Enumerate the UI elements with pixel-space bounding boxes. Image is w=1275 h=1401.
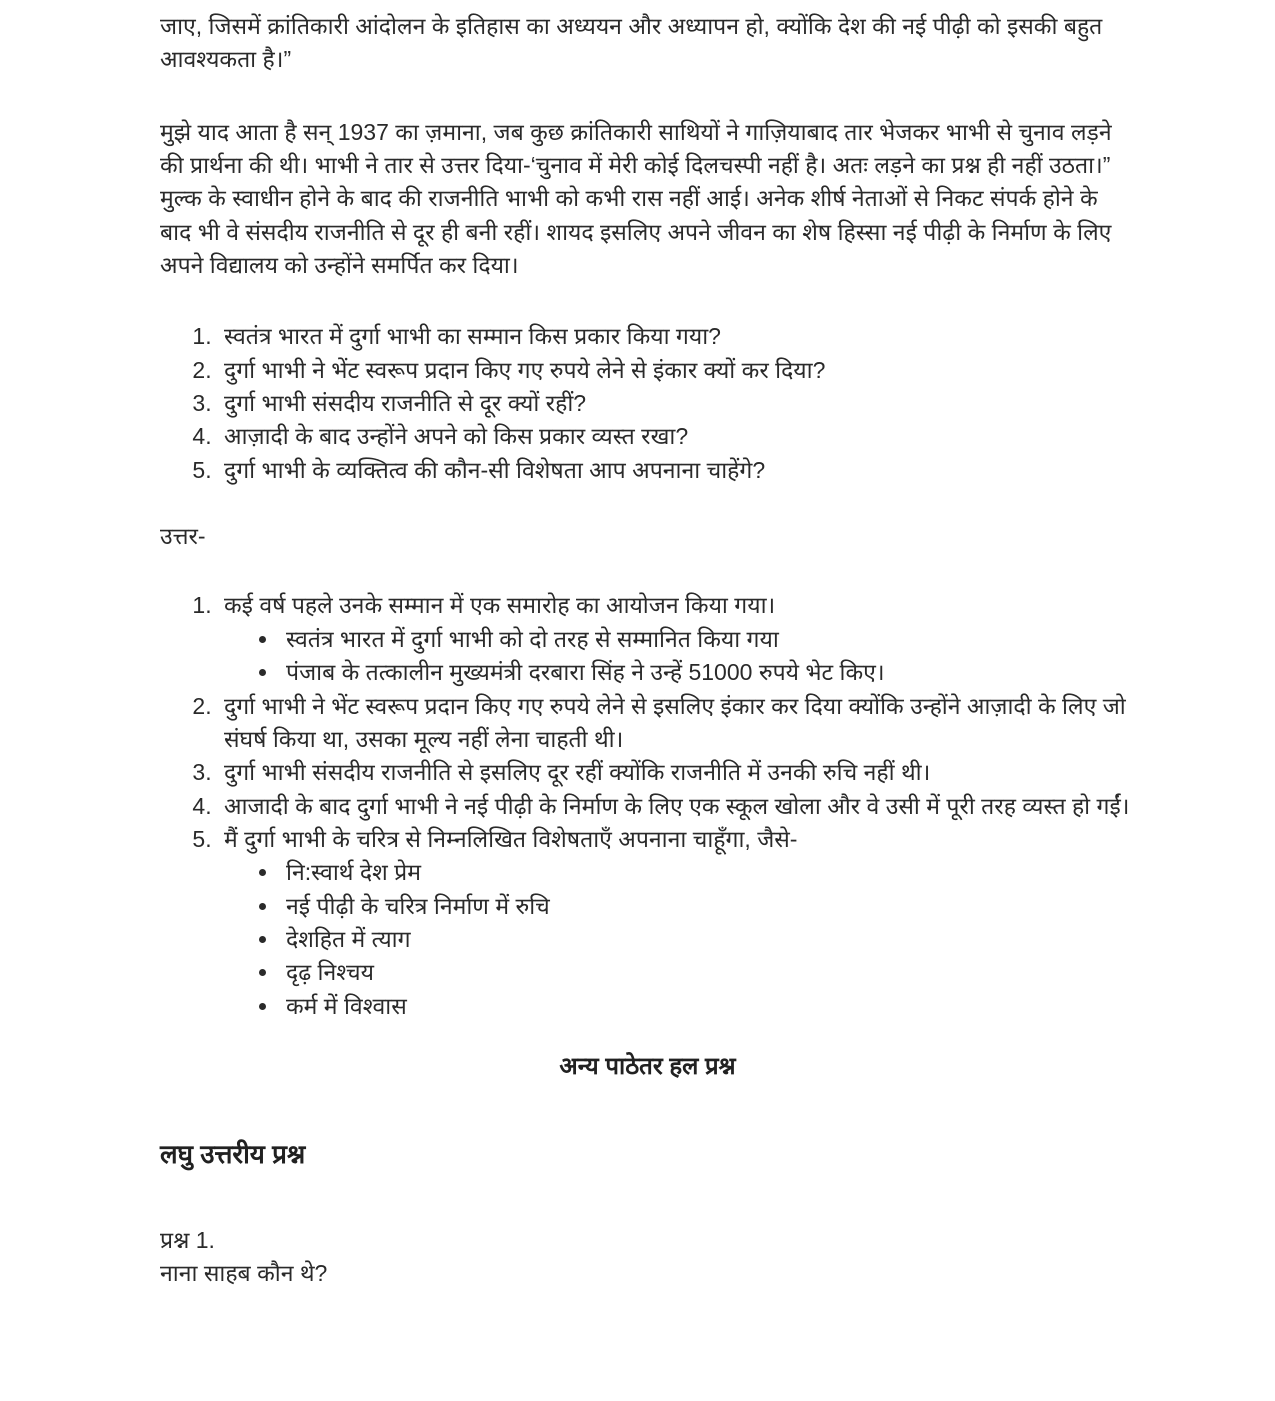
intro-paragraph-2: मुझे याद आता है सन् 1937 का ज़माना, जब कुछ क्रांतिकारी साथियों ने गाज़ियाबाद तार भेजकर भाभी से चुनाव लड़ने की प्रार्थना की थी। भाभी ने तार से उत्तर दिया-‘चुनाव में मेरी कोई दिलचस्पी नहीं है। अतः लड़ने का प्रश्न ही नहीं उठता।” मुल्क के स्वाधीन होने के बाद की राजनीति भाभी को कभी रास नहीं आई। अनेक शीर्ष नेताओं से निकट संपर्क होने के बाद भी वे संसदीय राजनीति से दूर ही बनी रहीं। शायद इसलिए अपने जीवन का शेष हिस्सा नई पीढ़ी के निर्माण के लिए अपने विद्यालय को उन्होंने समर्पित कर दिया। xyxy=(160,118,1112,279)
answer-item-text: मैं दुर्गा भाभी के चरित्र से निम्नलिखित विशेषताएँ अपनाना चाहूँगा, जैसे- xyxy=(224,825,798,852)
answers-list xyxy=(160,589,1135,1022)
question-1-block xyxy=(160,1224,1135,1291)
answer-item-sub-item: • दृढ़ निश्चय xyxy=(280,956,1135,989)
answer-item-sub-item: • नई पीढ़ी के चरित्र निर्माण में रुचि xyxy=(280,890,1135,923)
answer-item xyxy=(218,756,1135,789)
answer-item xyxy=(218,690,1135,757)
question-1-label: प्रश्न 1. xyxy=(160,1226,215,1253)
answer-item-sub-list xyxy=(224,856,1135,1023)
answer-item-text: दुर्गा भाभी ने भेंट स्वरूप प्रदान किए गए रुपये लेने से इसलिए इंकार कर दिया क्योंकि उन्होंने आज़ादी के लिए जो संघर्ष किया था, उसका मूल्य नहीं लेना चाहती थी। xyxy=(224,692,1126,752)
question-item: 5. दुर्गा भाभी के व्यक्तित्व की कौन-सी विशेषता आप अपनाना चाहेंगे? xyxy=(218,454,1135,487)
article-content xyxy=(160,0,1135,1291)
answer-item xyxy=(218,790,1135,823)
section-heading: अन्य पाठेतर हल प्रश्न xyxy=(559,1052,736,1080)
question-1-text: नाना साहब कौन थे? xyxy=(160,1260,328,1287)
question-item: 1. स्वतंत्र भारत में दुर्गा भाभी का सम्मान किस प्रकार किया गया? xyxy=(218,320,1135,353)
answer-item-text: आजादी के बाद दुर्गा भाभी ने नई पीढ़ी के निर्माण के लिए एक स्कूल खोला और वे उसी में पूरी तरह व्यस्त हो गईं। xyxy=(224,792,1130,819)
answer-item-sub-item: • कर्म में विश्वास xyxy=(280,990,1135,1023)
answer-item-sub-item: • नि:स्वार्थ देश प्रेम xyxy=(280,856,1135,889)
answer-item xyxy=(218,823,1135,1023)
question-item: 3. दुर्गा भाभी संसदीय राजनीति से दूर क्यों रहीं? xyxy=(218,387,1135,420)
subsection-heading: लघु उत्तरीय प्रश्न xyxy=(160,1139,306,1170)
answer-item-sub-item: • देशहित में त्याग xyxy=(280,923,1135,956)
intro-paragraph-1: जाए, जिसमें क्रांतिकारी आंदोलन के इतिहास का अध्ययन और अध्यापन हो, क्योंकि देश की नई पीढ़ी को इसकी बहुत आवश्यकता है।” xyxy=(160,13,1103,73)
answer-item-sub-list xyxy=(224,623,1135,690)
answer-item-sub-item: • पंजाब के तत्कालीन मुख्यमंत्री दरबारा सिंह ने उन्हें 51000 रुपये भेट किए। xyxy=(280,656,1135,689)
answer-item-sub-item: • स्वतंत्र भारत में दुर्गा भाभी को दो तरह से सम्मानित किया गया xyxy=(280,623,1135,656)
answer-item xyxy=(218,589,1135,689)
questions-list xyxy=(160,320,1135,487)
question-item: 2. दुर्गा भाभी ने भेंट स्वरूप प्रदान किए गए रुपये लेने से इंकार क्यों कर दिया? xyxy=(218,354,1135,387)
question-item: 4. आज़ादी के बाद उन्होंने अपने को किस प्रकार व्यस्त रखा? xyxy=(218,420,1135,453)
answer-label: उत्तर- xyxy=(160,523,206,550)
answer-item-text: कई वर्ष पहले उनके सम्मान में एक समारोह का आयोजन किया गया। xyxy=(224,592,776,619)
answer-item-text: दुर्गा भाभी संसदीय राजनीति से इसलिए दूर रहीं क्योंकि राजनीति में उनकी रुचि नहीं थी। xyxy=(224,759,931,786)
